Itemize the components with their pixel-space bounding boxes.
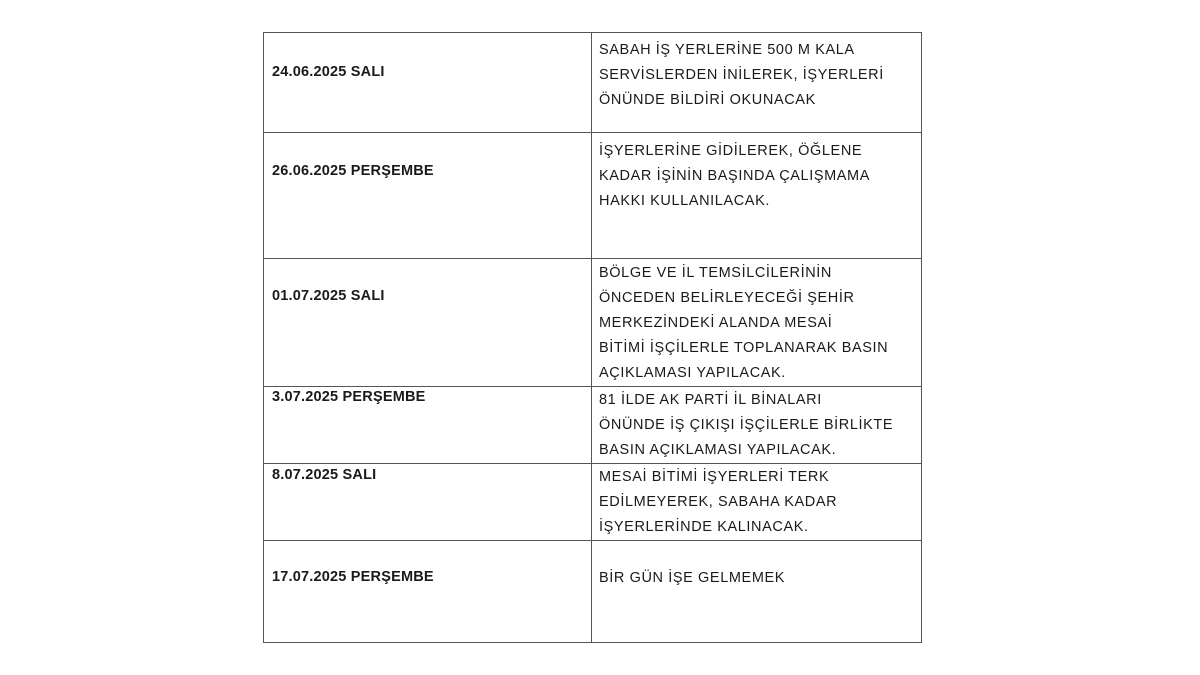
action-line: İŞYERLERİNE GİDİLEREK, ÖĞLENE: [599, 143, 863, 159]
action-cell: [592, 541, 922, 643]
action-description: [592, 464, 921, 540]
action-line: ÖNCEDEN BELİRLEYECEĞİ ŞEHİR: [599, 290, 855, 306]
action-cell: [592, 259, 922, 387]
table-row: [264, 259, 922, 387]
action-line: BİR GÜN İŞE GELMEMEK: [599, 570, 786, 586]
date-cell: [264, 259, 592, 387]
action-line: BİTİMİ İŞÇİLERLE TOPLANARAK BASIN: [599, 340, 889, 356]
table-row: [264, 133, 922, 259]
action-line: MESAİ BİTİMİ İŞYERLERİ TERK: [599, 469, 830, 485]
action-line: BASIN AÇIKLAMASI YAPILACAK.: [599, 442, 837, 458]
action-cell: [592, 133, 922, 259]
table-row: [264, 464, 922, 541]
action-schedule-table: [263, 32, 922, 643]
action-description: [592, 33, 921, 113]
date-cell: [264, 464, 592, 541]
action-line: AÇIKLAMASI YAPILACAK.: [599, 365, 786, 381]
date-label: 17.07.2025 PERŞEMBE: [272, 569, 434, 585]
action-cell: [592, 33, 922, 133]
action-line: MERKEZİNDEKİ ALANDA MESAİ: [599, 315, 833, 331]
action-cell: [592, 464, 922, 541]
date-label: 3.07.2025 PERŞEMBE: [272, 389, 426, 405]
date-cell: [264, 133, 592, 259]
action-line: İŞYERLERİNDE KALINACAK.: [599, 519, 809, 535]
date-cell: [264, 387, 592, 464]
action-line: KADAR İŞİNİN BAŞINDA ÇALIŞMAMA: [599, 168, 871, 184]
action-description: [592, 387, 921, 463]
table-row: [264, 541, 922, 643]
action-line: HAKKI KULLANILACAK.: [599, 193, 770, 209]
action-line: SERVİSLERDEN İNİLEREK, İŞYERLERİ: [599, 67, 884, 83]
date-label: 01.07.2025 SALI: [272, 288, 385, 304]
action-line: ÖNÜNDE İŞ ÇIKIŞI İŞÇİLERLE BİRLİKTE: [599, 417, 894, 433]
action-description: [592, 541, 921, 591]
date-label: 24.06.2025 SALI: [272, 64, 385, 80]
action-description: [592, 259, 921, 386]
document-page: [263, 32, 922, 638]
action-line: SABAH İŞ YERLERİNE 500 M KALA: [599, 42, 855, 58]
date-label: 8.07.2025 SALI: [272, 467, 377, 483]
table-row: [264, 33, 922, 133]
action-line: EDİLMEYEREK, SABAHA KADAR: [599, 494, 838, 510]
date-label: 26.06.2025 PERŞEMBE: [272, 163, 434, 179]
date-cell: [264, 541, 592, 643]
action-line: ÖNÜNDE BİLDİRİ OKUNACAK: [599, 92, 816, 108]
action-description: [592, 133, 921, 214]
date-cell: [264, 33, 592, 133]
action-cell: [592, 387, 922, 464]
action-line: BÖLGE VE İL TEMSİLCİLERİNİN: [599, 265, 832, 281]
table-row: [264, 387, 922, 464]
action-line: 81 İLDE AK PARTİ İL BİNALARI: [599, 392, 822, 408]
